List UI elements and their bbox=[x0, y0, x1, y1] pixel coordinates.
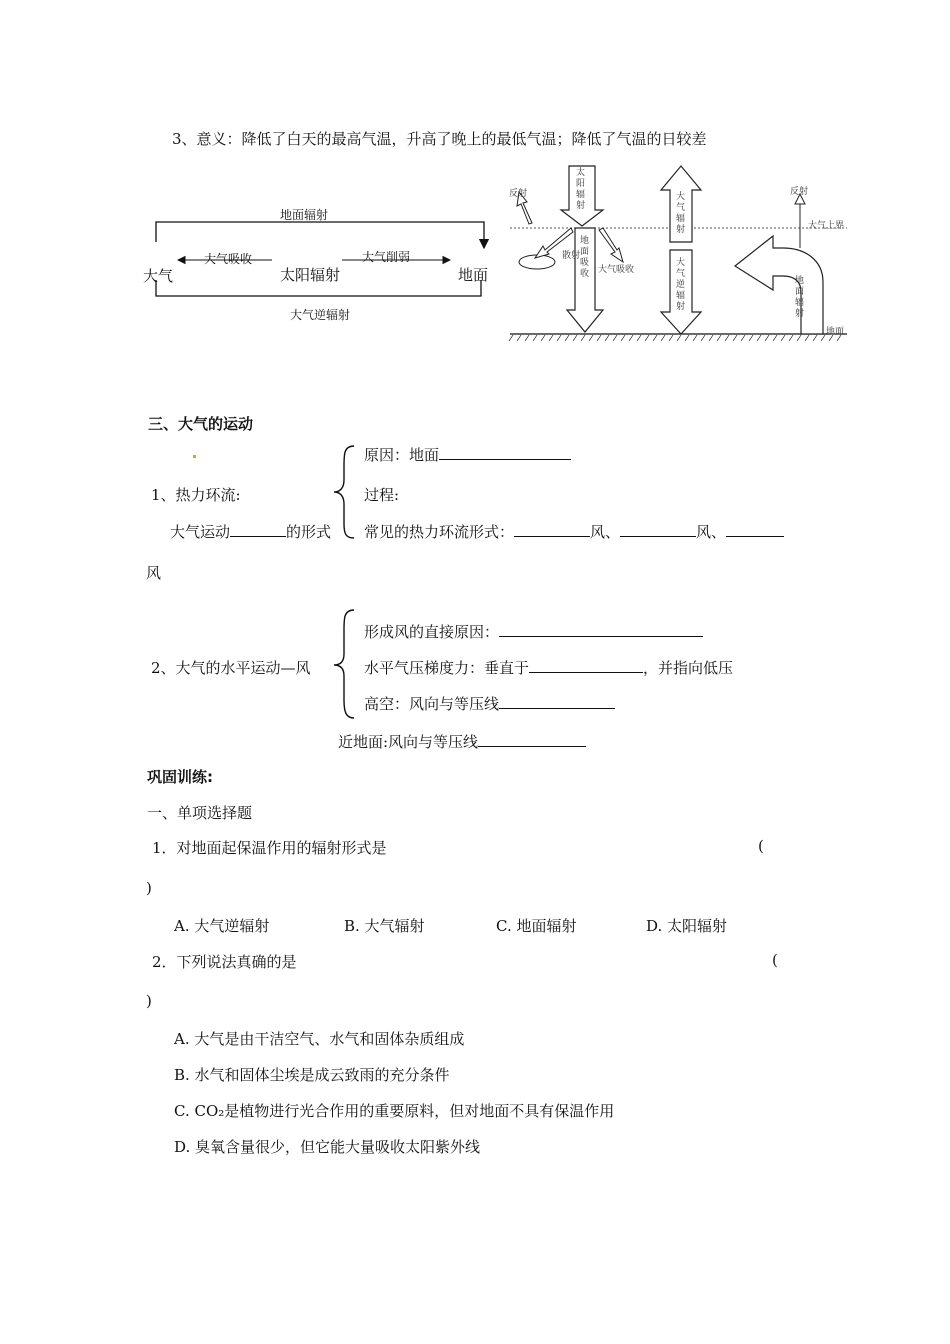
near-blank bbox=[478, 732, 586, 747]
thermal-wind-end: 风 bbox=[146, 564, 162, 582]
horizontal-near bbox=[338, 731, 586, 752]
gradient-text-a: 水平气压梯度力：垂直于 bbox=[364, 659, 530, 677]
gradient-blank bbox=[529, 658, 643, 673]
stray-dot bbox=[193, 455, 196, 458]
atm-absorb-label: 大气吸收 bbox=[598, 265, 635, 275]
mc-title: 一、单项选择题 bbox=[147, 804, 253, 822]
thermal-motion-blank bbox=[230, 522, 286, 537]
atm-top-label: 大气上界 bbox=[808, 221, 845, 231]
thermal-process: 过程: bbox=[364, 486, 400, 504]
horizontal-gradient bbox=[364, 657, 733, 678]
horizontal-brace bbox=[330, 608, 360, 720]
atm-radiation-label: 大气辐射 bbox=[676, 192, 686, 235]
flow-bottom-label: 大气逆辐射 bbox=[290, 308, 351, 322]
thermal-label: 1、热力环流: bbox=[151, 486, 241, 504]
ground-absorb-label: 地面吸收 bbox=[580, 236, 590, 279]
q1-paren-open: ( bbox=[758, 837, 764, 855]
practice-title: 巩固训练: bbox=[147, 768, 213, 786]
thermal-cause-text: 原因：地面 bbox=[364, 446, 440, 464]
q2-paren-close: ) bbox=[146, 992, 152, 1010]
horizontal-direct-text: 形成风的直接原因： bbox=[364, 623, 500, 641]
q1-option-c: C. 地面辐射 bbox=[496, 917, 577, 935]
q2-option-b: B. 水气和固体尘埃是成云致雨的充分条件 bbox=[174, 1066, 450, 1084]
q1-paren-close: ) bbox=[146, 879, 152, 897]
q1-option-b: B. 大气辐射 bbox=[344, 917, 425, 935]
reflect-left-label: 反射 bbox=[509, 189, 528, 199]
gradient-text-b: ，并指向低压 bbox=[643, 659, 734, 677]
ground-rad-label: 地面辐射 bbox=[795, 276, 805, 319]
high-text: 高空：风向与等压线 bbox=[364, 695, 500, 713]
flow-right-arrow-label: 大气削弱 bbox=[362, 250, 411, 264]
near-text: 近地面:风向与等压线 bbox=[338, 733, 479, 751]
solar-col-label: 太阳辐射 bbox=[576, 168, 586, 211]
q2-option-c: C. CO₂是植物进行光合作用的重要原料，但对地面不具有保温作用 bbox=[174, 1102, 615, 1120]
horizontal-label: 2、大气的水平运动—风 bbox=[151, 659, 311, 677]
q1-stem: 1．对地面起保温作用的辐射形式是 bbox=[152, 839, 387, 857]
horizontal-direct bbox=[364, 621, 703, 642]
horizontal-high bbox=[364, 693, 615, 714]
wind-sep-1: 风、 bbox=[590, 523, 621, 541]
q1-option-a: A. 大气逆辐射 bbox=[174, 917, 270, 935]
q2-option-d: D. 臭氧含量很少，但它能大量吸收太阳紫外线 bbox=[174, 1138, 481, 1156]
thermal-motion-text-a: 大气运动 bbox=[170, 523, 231, 541]
ground-label: 地面 bbox=[826, 327, 845, 337]
thermal-common-text: 常见的热力环流形式： bbox=[364, 523, 515, 541]
q2-paren-open: ( bbox=[772, 951, 778, 969]
flow-top-label: 地面辐射 bbox=[280, 208, 329, 222]
wind-blank-3 bbox=[726, 522, 784, 537]
thermal-motion-text-b: 的形式 bbox=[286, 523, 332, 541]
flow-middle-label: 太阳辐射 bbox=[280, 266, 341, 284]
thermal-brace bbox=[330, 444, 360, 540]
ground-radiation-arrow bbox=[156, 222, 484, 248]
atm-counter-label: 大气逆辐射 bbox=[676, 258, 686, 312]
wind-blank-1 bbox=[514, 522, 590, 537]
thermal-common bbox=[364, 521, 784, 542]
reflect-right-label: 反射 bbox=[790, 187, 809, 197]
wind-blank-2 bbox=[620, 522, 696, 537]
wind-sep-2: 风、 bbox=[696, 523, 727, 541]
q2-stem: 2．下列说法真确的是 bbox=[152, 953, 297, 971]
q1-option-d: D. 太阳辐射 bbox=[646, 917, 728, 935]
scatter-label: 散射 bbox=[562, 251, 581, 261]
flow-left-label: 大气 bbox=[143, 267, 174, 285]
horizontal-direct-blank bbox=[499, 622, 703, 637]
significance-line: 3、意义：降低了白天的最高气温，升高了晚上的最低气温；降低了气温的日较差 bbox=[172, 130, 707, 148]
thermal-cause-blank bbox=[439, 445, 571, 460]
thermal-cause bbox=[364, 444, 571, 465]
flow-right-label: 地面 bbox=[458, 266, 489, 284]
thermal-motion bbox=[170, 521, 331, 542]
q2-option-a: A. 大气是由干洁空气、水气和固体杂质组成 bbox=[174, 1030, 465, 1048]
flow-left-arrow-label: 大气吸收 bbox=[204, 252, 253, 266]
section3-title: 三、大气的运动 bbox=[148, 415, 254, 433]
high-blank bbox=[499, 694, 615, 709]
